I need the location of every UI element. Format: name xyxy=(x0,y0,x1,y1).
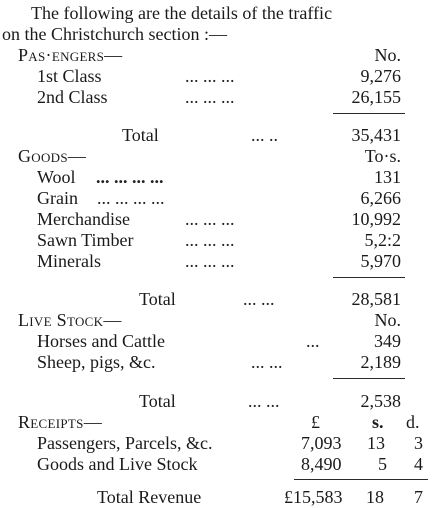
passengers-column-heading: No. xyxy=(374,45,401,65)
passengers-total-label: Total xyxy=(122,125,159,145)
receipts-row-pounds: 8,490 xyxy=(301,454,342,474)
goods-total-value: 28,581 xyxy=(351,289,401,309)
passengers-total-dots: ... .. xyxy=(251,125,278,145)
live-stock-column-heading: No. xyxy=(374,310,401,330)
goods-row-dots: ... ... ... xyxy=(185,209,235,229)
passengers-total-value: 35,431 xyxy=(351,125,401,145)
receipts-row-pence: 4 xyxy=(414,454,423,474)
receipts-total-pence: 7 xyxy=(414,487,423,507)
goods-row-value: 131 xyxy=(374,167,401,187)
goods-row-dots: ... ... ... xyxy=(185,230,235,250)
receipts-total-label: Total Revenue xyxy=(97,487,202,507)
live-stock-row-label: Sheep, pigs, &c. xyxy=(37,352,156,372)
goods-row-value: 5,2:2 xyxy=(364,230,401,250)
goods-row-label: Sawn Timber xyxy=(37,230,134,250)
receipts-row-pence: 3 xyxy=(414,433,423,453)
goods-heading: Goods— xyxy=(18,146,87,166)
passengers-row-value: 26,155 xyxy=(351,87,401,107)
intro-line-2: on the Christchurch section :— xyxy=(2,24,227,44)
goods-total-rule xyxy=(333,277,405,278)
goods-row-value: 6,266 xyxy=(360,188,401,208)
goods-total-label: Total xyxy=(139,289,176,309)
receipts-row-label: Goods and Live Stock xyxy=(37,454,198,474)
passengers-heading: Pas·engers— xyxy=(18,45,123,65)
live-stock-row-label: Horses and Cattle xyxy=(37,331,165,351)
goods-row-dots: ... ... ... ... xyxy=(97,188,165,208)
goods-column-heading: To·s. xyxy=(364,146,401,166)
goods-row-label: Minerals xyxy=(37,251,101,271)
goods-row-label: Merchandise xyxy=(37,209,130,229)
pounds-column-heading: £ xyxy=(311,412,320,432)
receipts-row-pounds: 7,093 xyxy=(301,433,342,453)
live-stock-row-dots: ... ... xyxy=(251,352,283,372)
live-stock-row-value: 349 xyxy=(374,331,401,351)
intro-line-1: The following are the details of the traffic xyxy=(31,3,333,23)
receipts-row-label: Passengers, Parcels, &c. xyxy=(37,433,213,453)
receipts-row-shillings: 13 xyxy=(367,433,385,453)
receipts-heading: Receipts— xyxy=(18,412,102,432)
goods-row-value: 10,992 xyxy=(351,209,401,229)
passengers-row-label: 2nd Class xyxy=(37,87,108,107)
passengers-row-value: 9,276 xyxy=(360,66,401,86)
passengers-row-dots: ... ... ... xyxy=(185,87,235,107)
goods-row-dots: ... ... ... xyxy=(185,251,235,271)
shillings-column-heading: s. xyxy=(372,412,384,432)
receipts-total-pounds: £15,583 xyxy=(284,487,343,507)
live-stock-total-label: Total xyxy=(139,391,176,411)
goods-row-dots: ... ... ... ... xyxy=(96,167,164,187)
goods-row-value: 5,970 xyxy=(360,251,401,271)
passengers-total-rule xyxy=(333,113,405,114)
receipts-total-rule xyxy=(294,479,428,480)
live-stock-total-dots: ... ... xyxy=(248,391,280,411)
receipts-row-shillings: 5 xyxy=(378,454,387,474)
goods-total-dots: ... ... xyxy=(243,289,275,309)
live-stock-row-dots: ... xyxy=(306,331,320,351)
goods-row-label: Grain xyxy=(37,188,78,208)
pence-column-heading: d. xyxy=(406,412,420,432)
live-stock-row-value: 2,189 xyxy=(360,352,401,372)
live-stock-total-value: 2,538 xyxy=(360,391,401,411)
receipts-total-shillings: 18 xyxy=(366,487,384,507)
live-stock-total-rule xyxy=(333,378,405,379)
passengers-row-label: 1st Class xyxy=(37,66,102,86)
goods-row-label: Wool xyxy=(37,167,76,187)
live-stock-heading: Live Stock— xyxy=(18,310,122,330)
passengers-row-dots: ... ... ... xyxy=(185,66,235,86)
